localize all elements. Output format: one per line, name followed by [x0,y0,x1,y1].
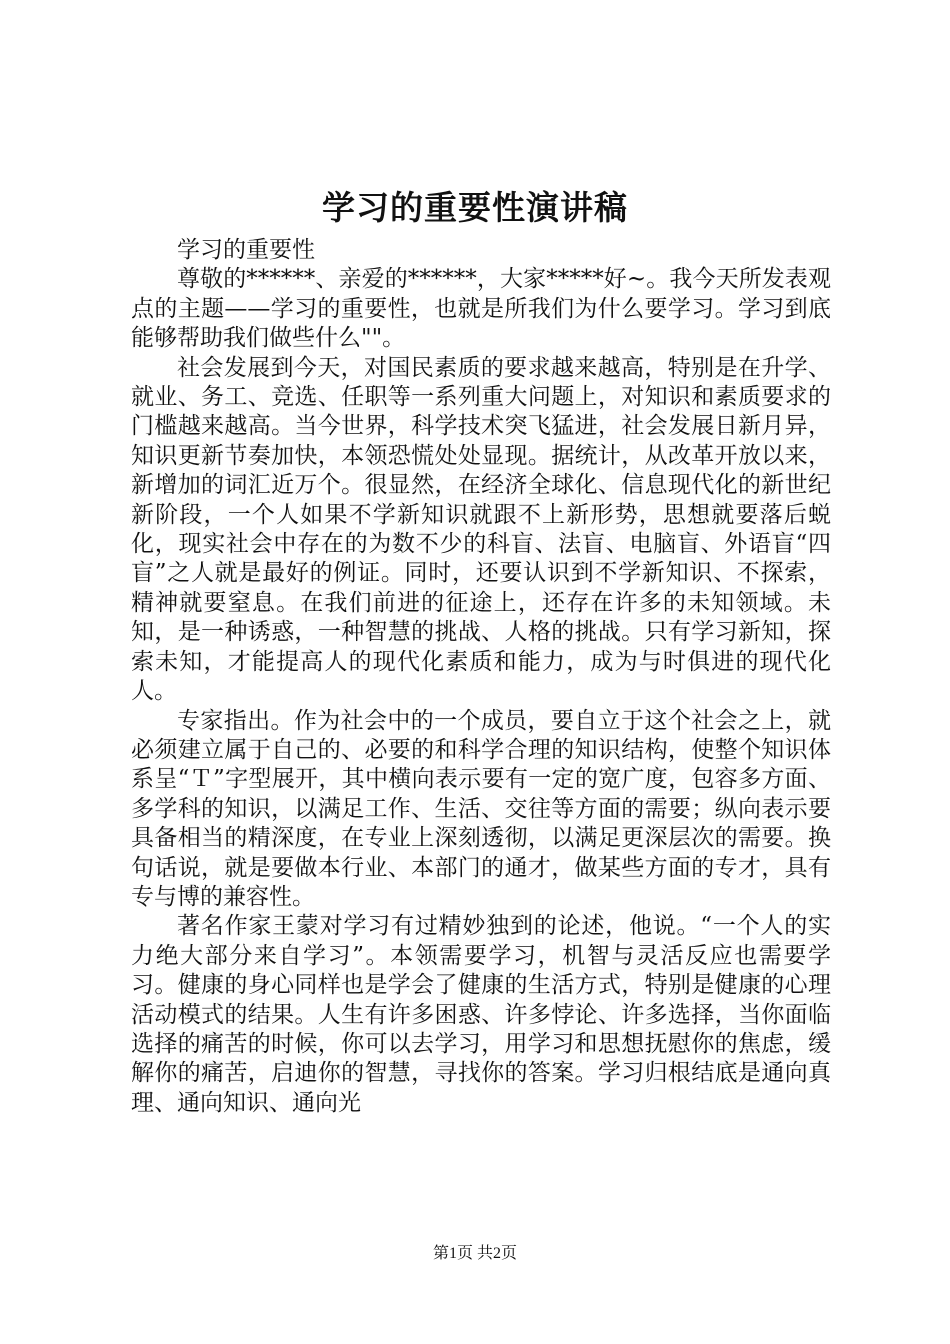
paragraph-society: 社会发展到今天，对国民素质的要求越来越高，特别是在升学、就业、务工、竞选、任职等一系列重大问题上，对知识和素质要求的门槛越来越高。当今世界，科学技术突飞猛进，社会发展日新月异，知识更新节奏加快，本领恐慌处处显现。据统计，从改革开放以来，新增加的词汇近万个。很显然，在经济全球化、信息现代化的新世纪新阶段，一个人如果不学新知识就跟不上新形势，思想就要落后蜕化，现实社会中存在的为数不少的科盲、法盲、电脑盲、外语盲“四盲”之人就是最好的例证。同时，还要认识到不学新知识、不探索，精神就要窒息。在我们前进的征途上，还存在许多的未知领域。未知，是一种诱惑，一种智慧的挑战、人格的挑战。只有学习新知，探索未知，才能提高人的现代化素质和能力，成为与时俱进的现代化人。 [131,354,831,705]
paragraph-wangmeng: 著名作家王蒙对学习有过精妙独到的论述，他说。“一个人的实力绝大部分来自学习”。本领需要学习，机智与灵活反应也需要学习。健康的身心同样也是学会了健康的生活方式，特别是健康的心理活动模式的结果。人生有许多困惑、许多悖论、许多选择，当你面临选择的痛苦的时候，你可以去学习，用学习和思想抚慰你的焦虑，缓解你的痛苦，启迪你的智慧，寻找你的答案。学习归根结底是通向真理、通向知识、通向光 [131,913,831,1116]
paragraph-greeting: 尊敬的******、亲爱的******，大家*****好~。我今天所发表观点的主题——学习的重要性，也就是所我们为什么要学习。学习到底能够帮助我们做些什么""。 [131,266,831,352]
page-footer: 第1页 共2页 [432,1245,517,1262]
document-body [131,236,831,1118]
document-title: 学习的重要性演讲稿 [322,188,628,227]
paragraph-experts: 专家指出。作为社会中的一个成员，要自立于这个社会之上，就必须建立属于自己的、必要的和科学合理的知识结构，使整个知识体系呈“Ｔ”字型展开，其中横向表示要有一定的宽广度，包容多方面、多学科的知识，以满足工作、生活、交往等方面的需要；纵向表示要具备相当的精深度，在专业上深刻透彻，以满足更深层次的需要。换句话说，就是要做本行业、本部门的通才，做某些方面的专才，具有专与博的兼容性。 [131,707,831,910]
paragraph-subtitle: 学习的重要性 [177,237,315,263]
